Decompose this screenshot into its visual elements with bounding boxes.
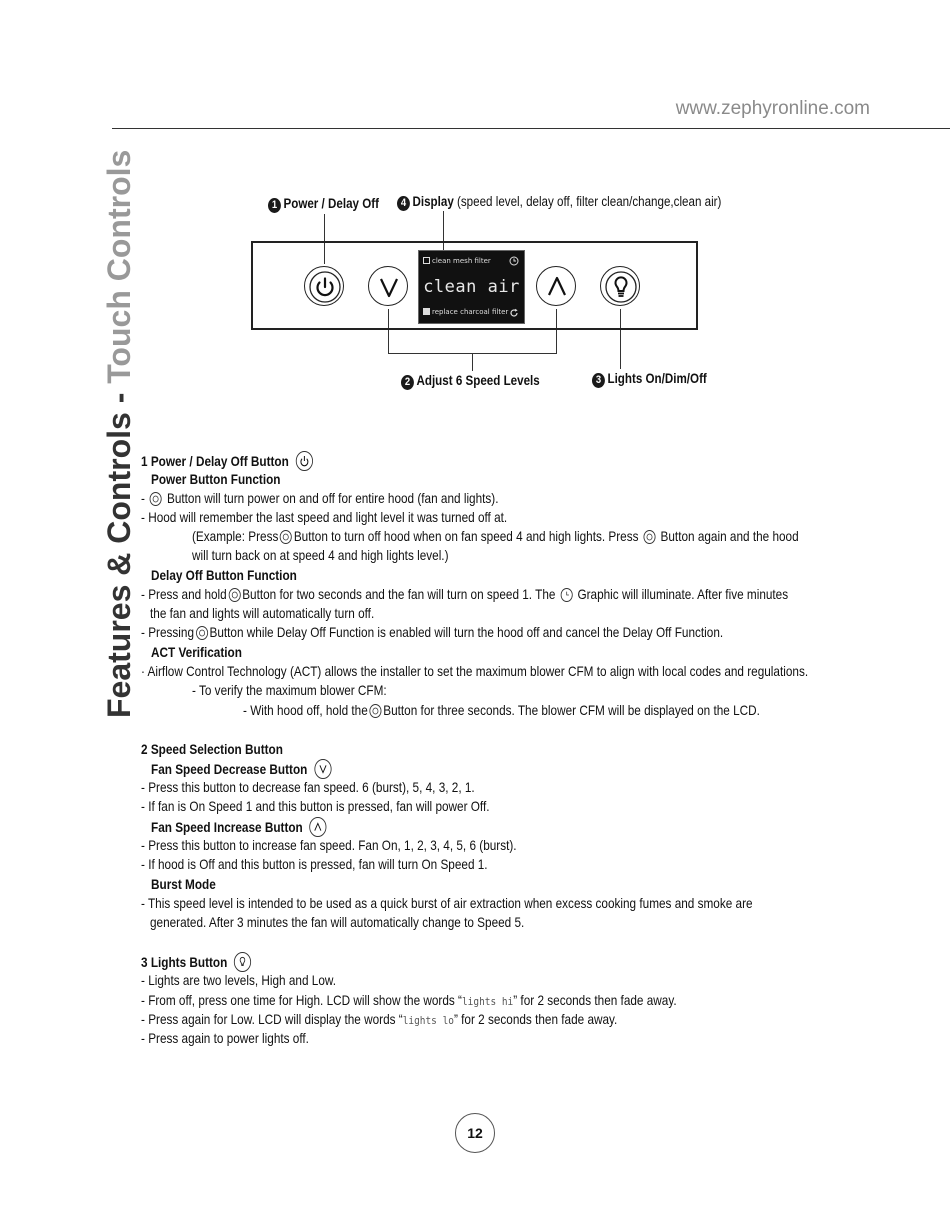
list-item: - Button will turn power on and off for entire hood (fan and lights). <box>141 491 499 506</box>
refresh-icon <box>509 308 519 318</box>
act-verification-heading: ACT Verification <box>151 645 242 660</box>
list-item: - To verify the maximum blower CFM: <box>192 683 387 698</box>
section-1-heading: 1 Power / Delay Off Button <box>141 451 314 470</box>
list-item: (Example: Press Button to turn off hood when on fan speed 4 and high lights. Press Button again and the hood <box>192 529 799 544</box>
list-item: - If hood is Off and this button is pressed, fan will turn On Speed 1. <box>141 857 488 872</box>
checkbox-icon <box>423 257 430 264</box>
list-item: generated. After 3 minutes the fan will automatically change to Speed 5. <box>150 915 525 930</box>
lcd-top-row: clean mesh filter <box>423 257 491 265</box>
lcd-main-text: clean air <box>423 277 520 297</box>
section-3-heading: 3 Lights Button <box>141 952 253 971</box>
side-title-part2: Touch Controls <box>101 149 137 384</box>
power-button-icon <box>228 588 240 602</box>
clock-icon <box>509 256 519 266</box>
list-item: - Press and hold Button for two seconds and the fan will turn on speed 1. The Graphic will illuminate. After five minutes <box>141 587 789 602</box>
control-panel-diagram <box>0 0 950 420</box>
power-button-icon <box>644 530 656 544</box>
list-item: - Press again to power lights off. <box>141 1031 309 1046</box>
light-bulb-icon <box>601 267 641 307</box>
fan-speed-increase-heading: Fan Speed Increase Button <box>151 817 328 836</box>
list-item: - From off, press one time for High. LCD will show the words “lights hi” for 2 seconds then fade away. <box>141 993 677 1008</box>
power-icon <box>296 451 313 471</box>
list-item: the fan and lights will automatically turn off. <box>150 606 375 621</box>
lights-button[interactable] <box>600 266 640 306</box>
list-item: - Press again for Low. LCD will display the words “lights lo” for 2 seconds then fade away. <box>141 1012 618 1027</box>
lcd-display <box>418 250 525 324</box>
callout-speed: 2 Adjust 6 Speed Levels <box>401 373 540 390</box>
list-item: - Pressing Button while Delay Off Function is enabled will turn the hood off and cancel the Delay Off Function. <box>141 625 724 640</box>
list-item: will turn back on at speed 4 and high lights level.) <box>192 548 449 563</box>
list-item: - With hood off, hold the Button for three seconds. The blower CFM will be displayed on the LCD. <box>243 703 760 718</box>
page-number: 12 <box>455 1113 495 1153</box>
list-item: - Hood will remember the last speed and light level it was turned off at. <box>141 510 508 525</box>
power-button-icon <box>150 492 162 506</box>
list-item: · Airflow Control Technology (ACT) allows the installer to set the maximum blower CFM to align with local codes and regulations. <box>141 664 809 679</box>
delay-off-function-heading: Delay Off Button Function <box>151 568 297 583</box>
power-button-icon <box>196 626 208 640</box>
callout-lights: 3 Lights On/Dim/Off <box>592 371 707 388</box>
list-item: - Press this button to decrease fan speed. 6 (burst), 5, 4, 3, 2, 1. <box>141 780 475 795</box>
list-item: - Press this button to increase fan speed. Fan On, 1, 2, 3, 4, 5, 6 (burst). <box>141 838 517 853</box>
clock-icon <box>560 588 572 602</box>
leader-speed-center <box>472 353 473 371</box>
list-item: - This speed level is intended to be used as a quick burst of air extraction when excess cooking fumes and smoke are <box>141 896 753 911</box>
power-button-function-heading: Power Button Function <box>151 472 281 487</box>
side-title-part1: Features & Controls - <box>101 383 137 718</box>
list-item: - Lights are two levels, High and Low. <box>141 973 336 988</box>
lcd-word-lights-hi: lights hi <box>461 995 514 1008</box>
site-url: www.zephyronline.com <box>675 98 870 119</box>
callout-display: 4 Display (speed level, delay off, filter clean/change,clean air) <box>397 194 721 211</box>
power-button[interactable] <box>304 266 344 306</box>
speed-up-button[interactable] <box>536 266 576 306</box>
list-item: - If fan is On Speed 1 and this button is pressed, fan will power Off. <box>141 799 490 814</box>
fan-speed-decrease-heading: Fan Speed Decrease Button <box>151 759 333 778</box>
lcd-word-lights-lo: lights lo <box>402 1014 454 1027</box>
power-icon <box>305 267 345 307</box>
power-button-icon <box>369 704 381 718</box>
chevron-down-icon <box>369 267 409 307</box>
section-2-heading: 2 Speed Selection Button <box>141 742 283 757</box>
filled-box-icon <box>423 308 430 315</box>
chevron-down-icon <box>314 759 331 779</box>
speed-down-button[interactable] <box>368 266 408 306</box>
chevron-up-icon <box>537 267 577 307</box>
burst-mode-heading: Burst Mode <box>151 877 216 892</box>
power-button-icon <box>280 530 292 544</box>
light-bulb-icon <box>234 952 251 972</box>
callout-power: 1 Power / Delay Off <box>268 196 379 213</box>
chevron-up-icon <box>309 817 326 837</box>
lcd-bottom-row: replace charcoal filter <box>423 308 508 316</box>
